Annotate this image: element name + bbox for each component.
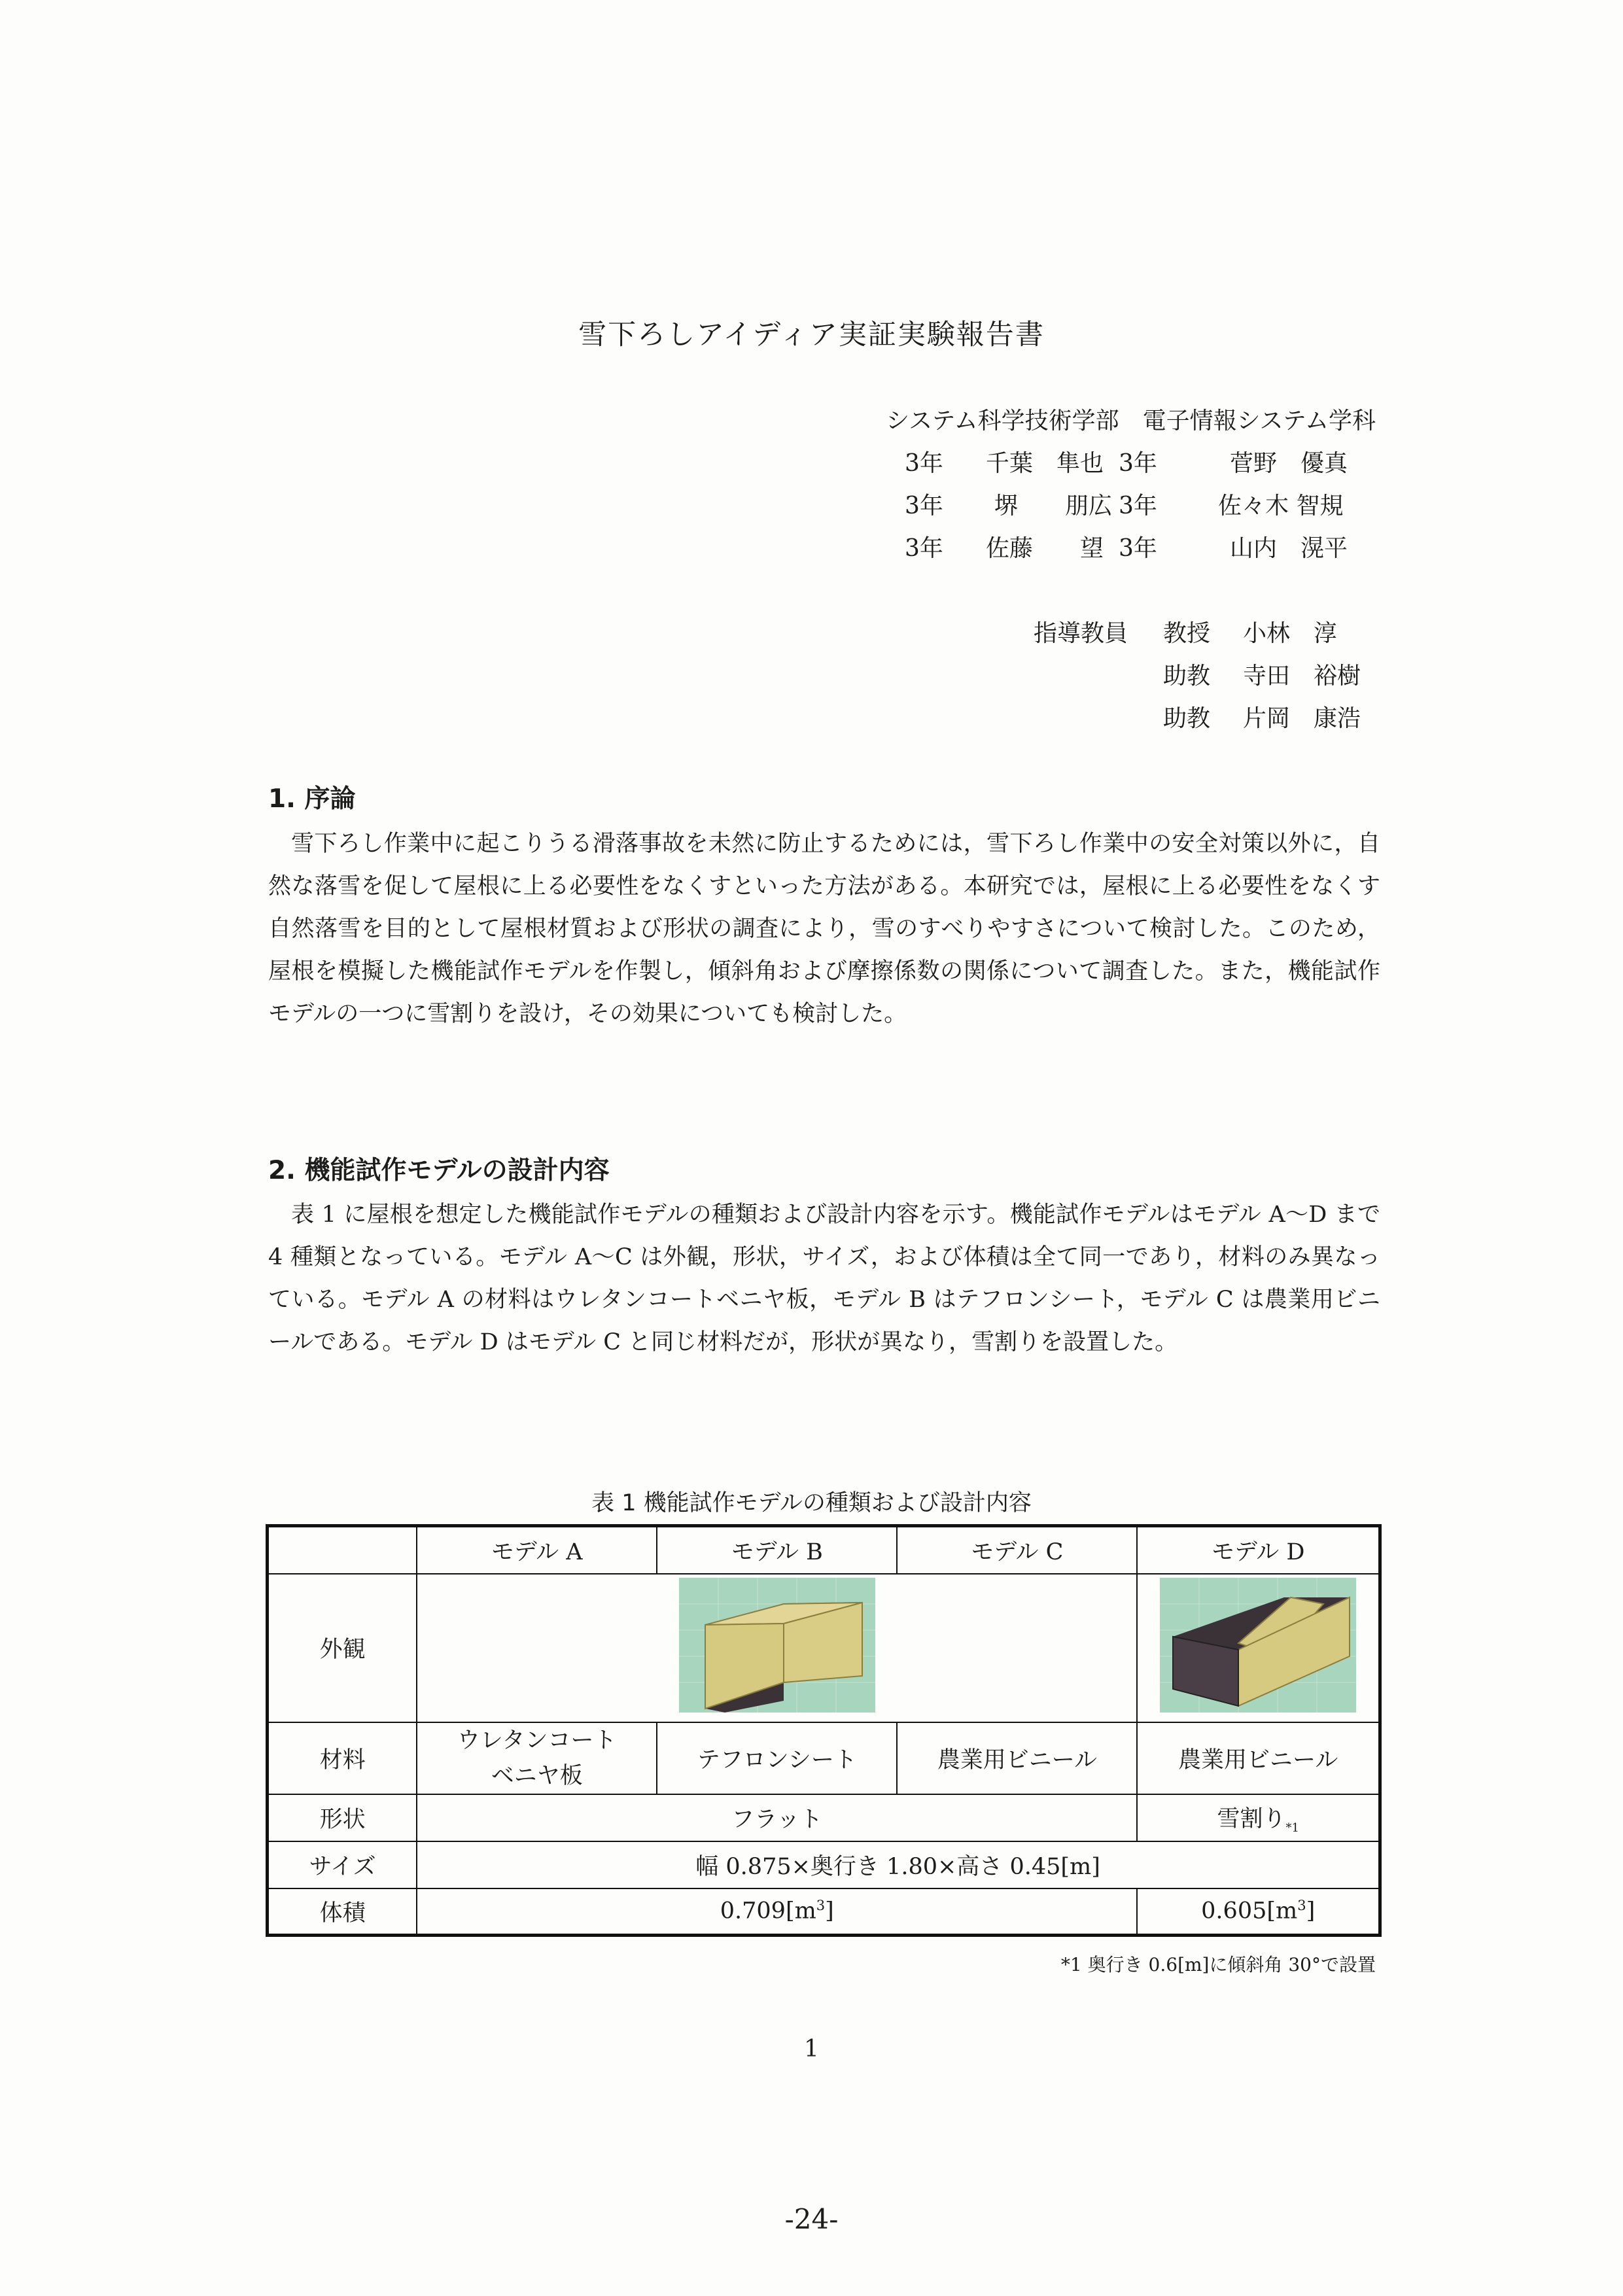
size-cell: 幅 0.875×奥行き 1.80×高さ 0.45[m] [417, 1841, 1380, 1888]
table-row [268, 1794, 1380, 1841]
shape-d-cell [1137, 1794, 1380, 1841]
table-footnote: *1 奥行き 0.6[m]に傾斜角 30°で設置 [1060, 1954, 1376, 1975]
header-model-c: モデル C [897, 1526, 1137, 1574]
advisor-rank: 助教 [1163, 705, 1211, 732]
author-name: 佐藤 望 [986, 535, 1104, 562]
table-row [268, 1888, 1380, 1936]
page-title: 雪下ろしアイディア実証実験報告書 [578, 319, 1045, 351]
section-1-body: 雪下ろし作業中に起こりうる滑落事故を未然に防止するためには，雪下ろし作業中の安全対策以外に，自然な落雪を促して屋根に上る必要性をなくすといった方法がある。本研究では，屋根に上る必要性をなくす自然落雪を目的として屋根材質および形状の調査により，雪のすべりやすさについて検討した。このため，屋根を模擬した機能試作モデルを作製し，傾斜角および摩擦係数の関係について調査した。また，機能試作モデルの一つに雪割りを設け，その効果についても検討した。 [268, 831, 1380, 1027]
volume-d-value: 0.605[m [1201, 1898, 1298, 1925]
header-model-a: モデル A [417, 1526, 657, 1574]
shape-d-note: *1 [1285, 1820, 1299, 1835]
advisor-name: 小林 淳 [1243, 620, 1338, 647]
volume-abc-close: ] [825, 1898, 834, 1925]
table-row [268, 1722, 1380, 1794]
table-caption: 表 1 機能試作モデルの種類および設計内容 [591, 1490, 1032, 1516]
author-name: 佐々木 智規 [1218, 493, 1344, 519]
author-year: 3年 [1119, 493, 1157, 519]
author-year: 3年 [905, 535, 943, 562]
table-row [268, 1526, 1380, 1574]
author-year: 3年 [1119, 535, 1157, 562]
header-model-b: モデル B [657, 1526, 897, 1574]
flat-model-image [679, 1578, 875, 1713]
author-name: 菅野 優真 [1230, 450, 1348, 477]
appearance-abc-cell [417, 1574, 1137, 1722]
table-row [268, 1574, 1380, 1722]
section-1-heading: 1. 序論 [268, 784, 356, 814]
volume-abc-value: 0.709[m [720, 1898, 816, 1925]
material-a-cell [417, 1722, 657, 1794]
advisor-name: 片岡 康浩 [1243, 705, 1361, 732]
author-year: 3年 [905, 450, 943, 477]
volume-abc-cell [417, 1888, 1137, 1936]
row-label-volume: 体積 [268, 1888, 417, 1936]
header-model-d: モデル D [1137, 1526, 1380, 1574]
author-name: 山内 滉平 [1230, 535, 1348, 562]
affiliation: システム科学技術学部 電子情報システム学科 [886, 408, 1376, 434]
table-row [268, 1841, 1380, 1888]
spec-table [266, 1524, 1382, 1937]
volume-d-cell [1137, 1888, 1380, 1936]
advisor-rank: 助教 [1163, 663, 1211, 689]
material-d-cell: 農業用ビニール [1137, 1722, 1380, 1794]
volume-d-close: ] [1306, 1898, 1316, 1925]
material-a-line2: ベニヤ板 [491, 1762, 583, 1789]
row-label-material: 材料 [268, 1722, 417, 1794]
appearance-d-cell [1137, 1574, 1380, 1722]
author-year: 3年 [1119, 450, 1157, 477]
advisor-rank: 教授 [1163, 620, 1211, 647]
section-2-body: 表 1 に屋根を想定した機能試作モデルの種類および設計内容を示す。機能試作モデルはモデル A〜D まで 4 種類となっている。モデル A〜C は外観，形状，サイズ，および体積は全て同一であり，材料のみ異なっている。モデル A の材料はウレタンコートベニヤ板，モデル B はテフロンシート，モデル C は農業用ビニールである。モデル D はモデル C と同じ材料だが，形状が異なり，雪割りを設置した。 [268, 1202, 1380, 1355]
row-label-size: サイズ [268, 1841, 417, 1888]
page-number: 1 [804, 2036, 819, 2062]
volume-abc-exponent: 3 [816, 1898, 826, 1914]
advisors-label: 指導教員 [1034, 620, 1128, 647]
author-year: 3年 [905, 493, 943, 519]
row-label-shape: 形状 [268, 1794, 417, 1841]
table-corner [268, 1526, 417, 1574]
global-page-number: -24- [784, 2203, 839, 2235]
snow-splitter-model-image [1160, 1578, 1356, 1713]
shape-abc-cell: フラット [417, 1794, 1137, 1841]
material-b-cell: テフロンシート [657, 1722, 897, 1794]
row-label-appearance: 外観 [268, 1574, 417, 1722]
material-c-cell: 農業用ビニール [897, 1722, 1137, 1794]
volume-d-exponent: 3 [1297, 1898, 1306, 1914]
shape-d-text: 雪割り [1217, 1805, 1286, 1832]
author-name: 堺 朋広 [994, 493, 1113, 519]
material-a-line1: ウレタンコート [457, 1727, 617, 1754]
author-name: 千葉 隼也 [986, 450, 1104, 477]
advisor-name: 寺田 裕樹 [1243, 663, 1361, 689]
section-2-heading: 2. 機能試作モデルの設計内容 [268, 1156, 610, 1185]
